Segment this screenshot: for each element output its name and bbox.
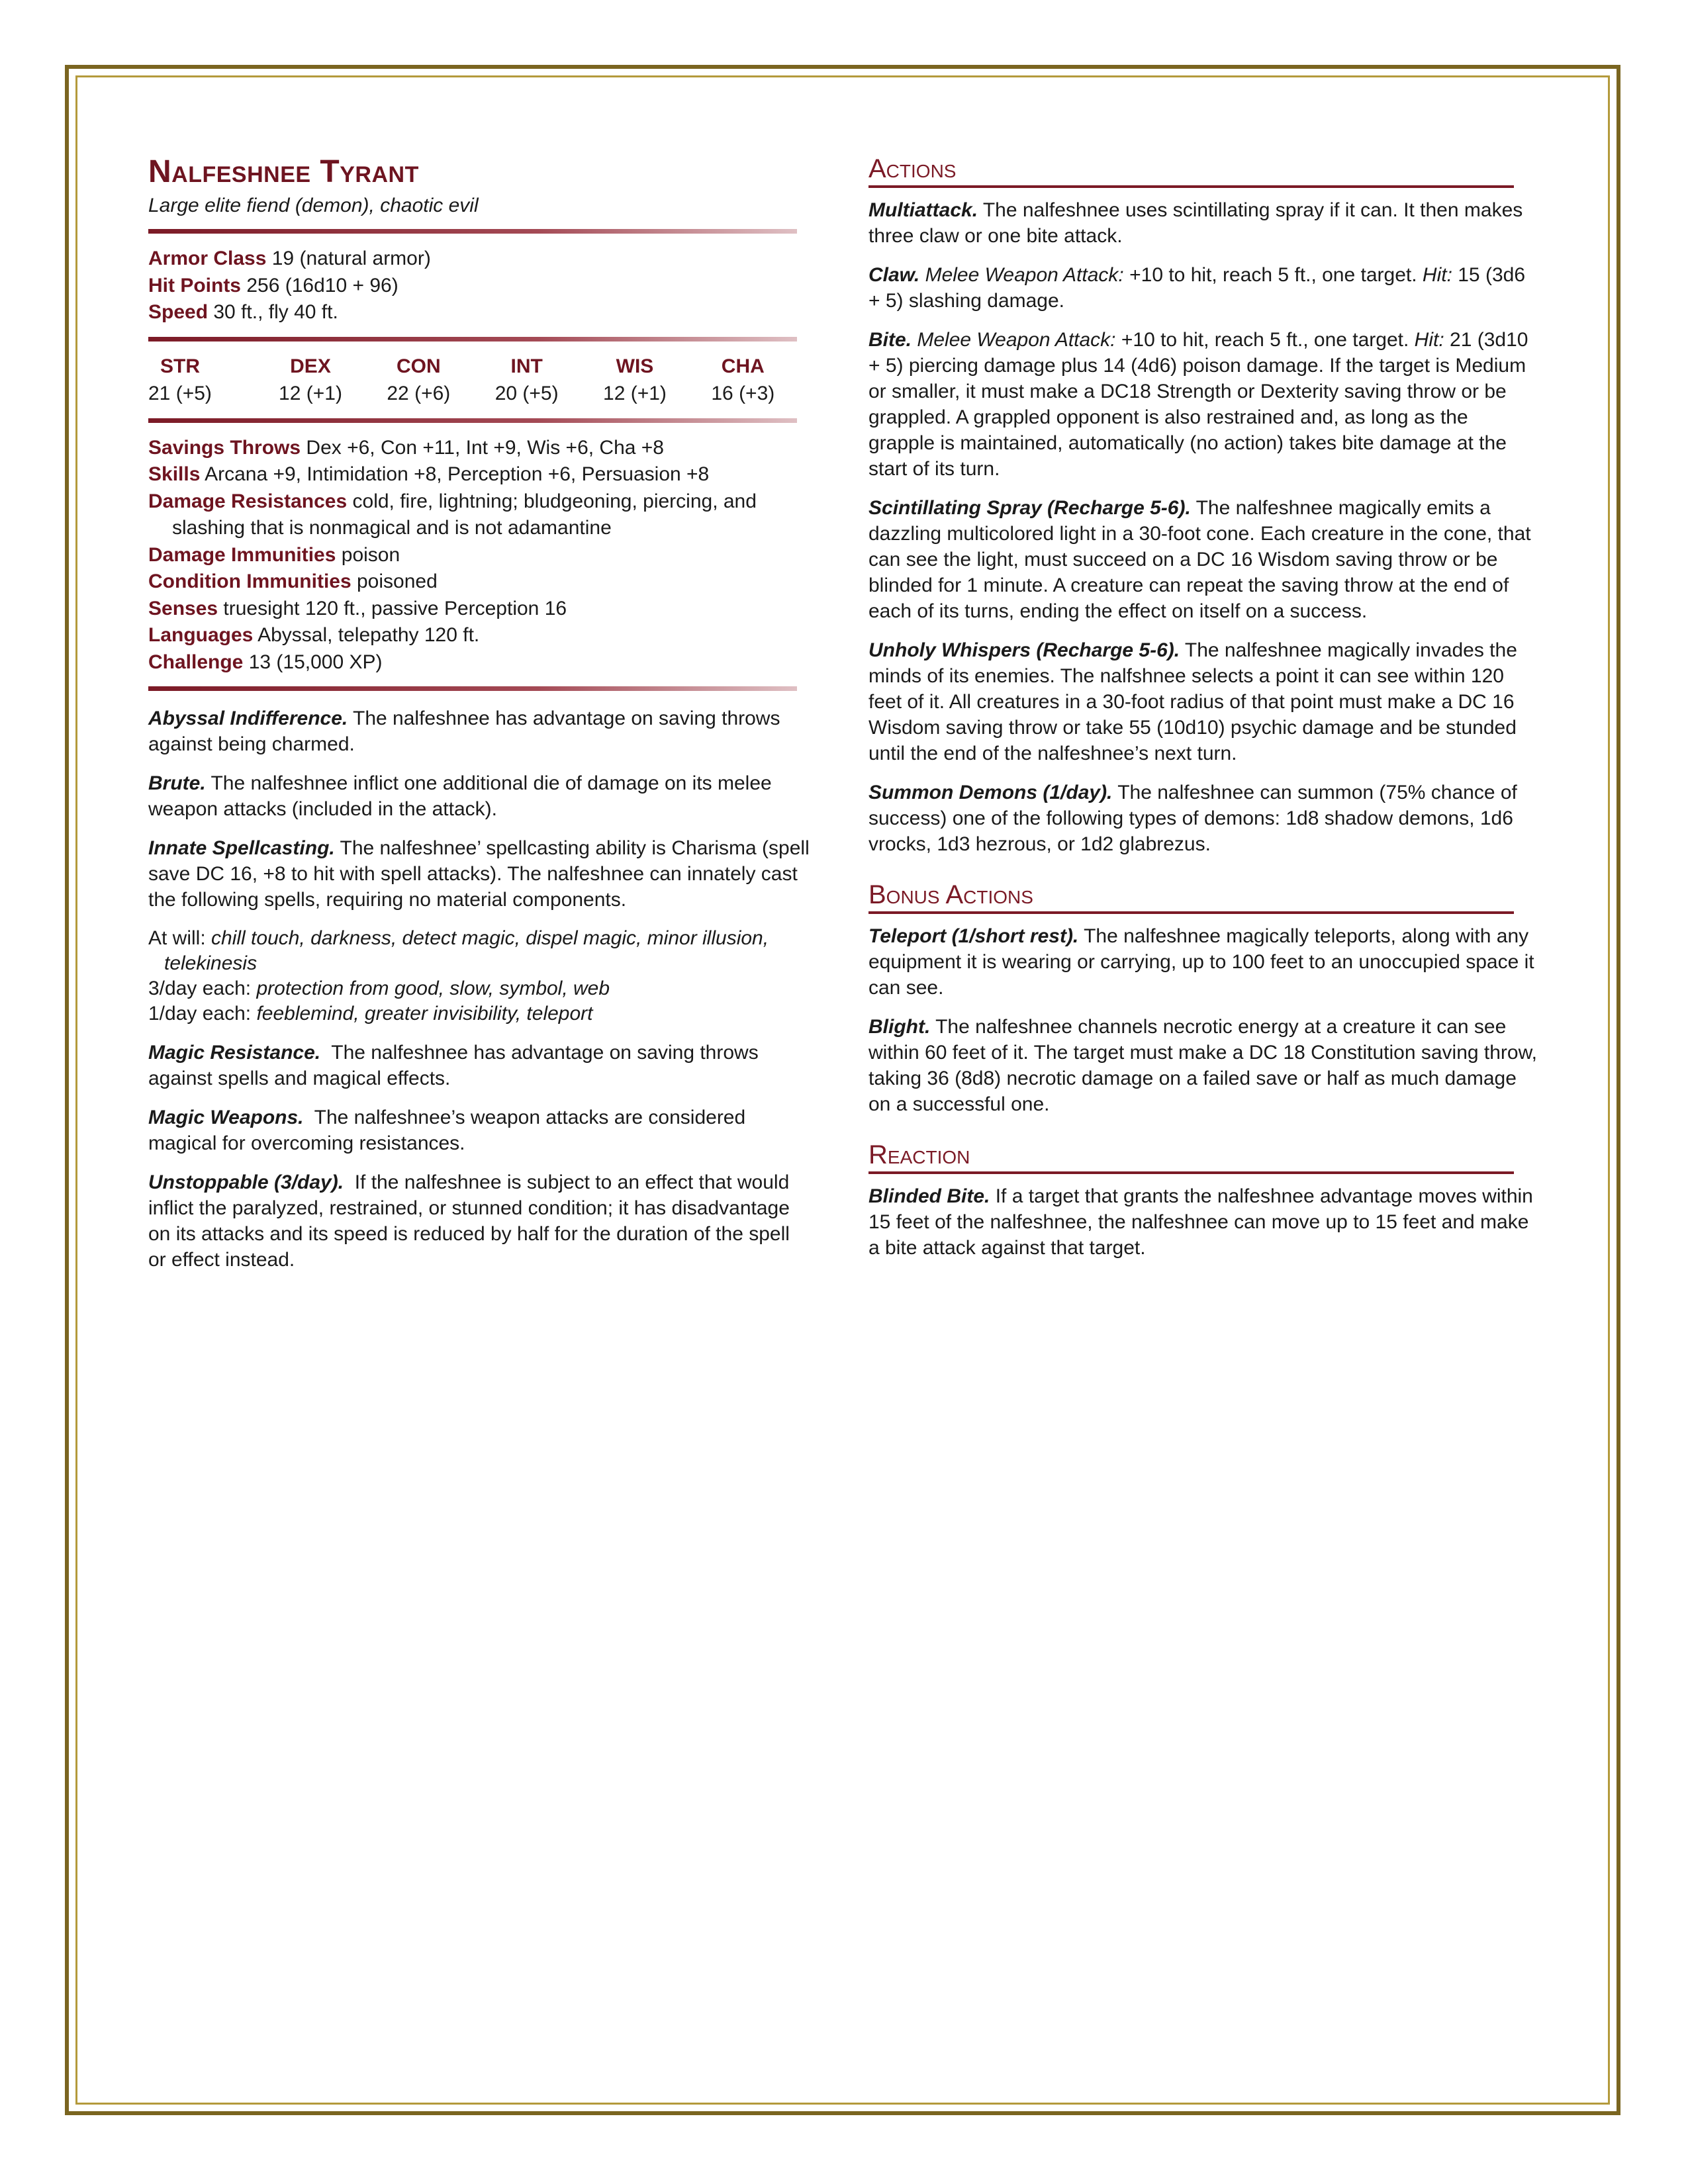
action-bite: Bite. Melee Weapon Attack: +10 to hit, reach 5 ft., one target. Hit: 21 (3d10 + 5) piercing damage plus 14 (4d6) poison damage. If the target is Medium or smaller, it must make a DC18 Strength or Dexterity saving throw or be grappled. A grappled opponent is also restrained and, as long as the grapple is maintained, automatically (no action) takes bite damage at the start of its turn. <box>868 329 1528 480</box>
reaction-blinded-bite: Blinded Bite. If a target that grants the nalfeshnee advantage moves within 15 feet of the nalfeshnee, the nalfeshnee can move up to 15 feet and make a bite attack against that target. <box>868 1185 1533 1259</box>
stat-block-right-column <box>868 154 1537 1274</box>
languages: Languages Abyssal, telepathy 120 ft. <box>148 624 480 646</box>
monster-name: Nalfeshnee Tyrant <box>148 154 419 189</box>
bonus-action-teleport: Teleport (1/short rest). The nalfeshnee magically teleports, along with any equipment it is wearing or carrying, up to 100 feet to an unoccupied space it can see. <box>868 925 1534 999</box>
divider <box>148 418 797 423</box>
trait-brute: Brute. The nalfeshnee inflict one additional die of damage on its melee weapon attacks (included in the attack). <box>148 772 772 820</box>
trait-unstoppable: Unstoppable (3/day). If the nalfeshnee is subject to an effect that would inflict the paralyzed, restrained, or stunned condition; it has disadvantage on its attacks and its speed is reduced by half for the duration of the spell or effect instead. <box>148 1171 790 1271</box>
action-scintillating-spray: Scintillating Spray (Recharge 5-6). The nalfeshnee magically emits a dazzling multicolored light in a 30-foot cone. Each creature in the cone, that can see the light, must succeed on a DC 16 Wisdom saving throw or be blinded for 1 minute. A creature can repeat the saving throw at the end of each of its turns, ending the effect on itself on a success. <box>868 497 1531 622</box>
damage-resistances: Damage Resistances cold, fire, lightning; bludgeoning, piercing, and slashing that is nonmagical and is not adamantine <box>148 490 757 539</box>
spell-line-3-day: 3/day each: protection from good, slow, symbol, web <box>148 978 610 999</box>
reaction-heading: Reaction <box>868 1140 1514 1174</box>
spell-line-at-will: At will: chill touch, darkness, detect magic, dispel magic, minor illusion, telekinesis <box>148 927 769 974</box>
ability-wis: WIS 12 (+1) <box>603 355 667 404</box>
challenge: Challenge 13 (15,000 XP) <box>148 651 383 673</box>
trait-magic-resistance: Magic Resistance. The nalfeshnee has advantage on saving throws against spells and magical effects. <box>148 1042 759 1089</box>
spell-list <box>148 926 810 1026</box>
saving-throws: Savings Throws Dex +6, Con +11, Int +9, Wis +6, Cha +8 <box>148 436 664 459</box>
action-summon-demons: Summon Demons (1/day). The nalfeshnee can summon (75% chance of success) one of the following types of demons: 1d8 shadow demons, 1d6 vrocks, 1d3 hezrous, or 1d2 glabrezus. <box>868 782 1517 855</box>
divider <box>148 686 797 691</box>
divider <box>148 337 797 341</box>
divider <box>148 229 797 234</box>
spell-line-1-day: 1/day each: feeblemind, greater invisibility, teleport <box>148 1003 593 1024</box>
ability-str: STR 21 (+5) <box>148 355 212 404</box>
hit-points: Hit Points 256 (16d10 + 96) <box>148 274 399 296</box>
trait-innate-spellcasting: Innate Spellcasting. The nalfeshnee’ spellcasting ability is Charisma (spell save DC 16, +8 to hit with spell attacks). The nalfeshnee can innately cast the following spells, requiring no material components. <box>148 837 810 911</box>
trait-magic-weapons: Magic Weapons. The nalfeshnee’s weapon attacks are considered magical for overcoming resistances. <box>148 1107 746 1154</box>
bonus-action-blight: Blight. The nalfeshnee channels necrotic energy at a creature it can see within 60 feet of it. The target must make a DC 18 Constitution saving throw, taking 36 (8d8) necrotic damage on a failed save or half as much damage on a successful one. <box>868 1016 1537 1115</box>
ability-cha: CHA 16 (+3) <box>711 355 775 404</box>
damage-immunities: Damage Immunities poison <box>148 543 400 566</box>
senses: Senses truesight 120 ft., passive Perception 16 <box>148 597 567 619</box>
ability-int: INT 20 (+5) <box>494 355 559 404</box>
actions-heading: Actions <box>868 154 1514 188</box>
stat-block-left-column <box>148 154 810 1286</box>
armor-class: Armor Class 19 (natural armor) <box>148 248 431 269</box>
ability-dex: DEX 12 (+1) <box>279 355 342 404</box>
ability-scores <box>148 353 797 408</box>
speed: Speed 30 ft., fly 40 ft. <box>148 301 338 323</box>
action-claw: Claw. Melee Weapon Attack: +10 to hit, reach 5 ft., one target. Hit: 15 (3d6 + 5) slashing damage. <box>868 264 1525 312</box>
bonus-actions-heading: Bonus Actions <box>868 880 1514 914</box>
condition-immunities: Condition Immunities poisoned <box>148 570 438 592</box>
monster-type: Large elite fiend (demon), chaotic evil <box>148 195 479 216</box>
action-multiattack: Multiattack. The nalfeshnee uses scintillating spray if it can. It then makes three claw or one bite attack. <box>868 199 1523 247</box>
trait-abyssal-indifference: Abyssal Indifference. The nalfeshnee has advantage on saving throws against being charmed. <box>148 707 780 755</box>
skills: Skills Arcana +9, Intimidation +8, Perception +6, Persuasion +8 <box>148 463 710 485</box>
ability-con: CON 22 (+6) <box>387 355 451 404</box>
action-unholy-whispers: Unholy Whispers (Recharge 5-6). The nalfeshnee magically invades the minds of its enemies. The nalfshnee selects a point it can see within 120 feet of it. All creatures in a 30-foot radius of that point must make a DC 16 Wisdom saving throw or take 55 (10d10) psychic damage and be stunded until the end of the nalfeshnee’s next turn. <box>868 639 1517 764</box>
